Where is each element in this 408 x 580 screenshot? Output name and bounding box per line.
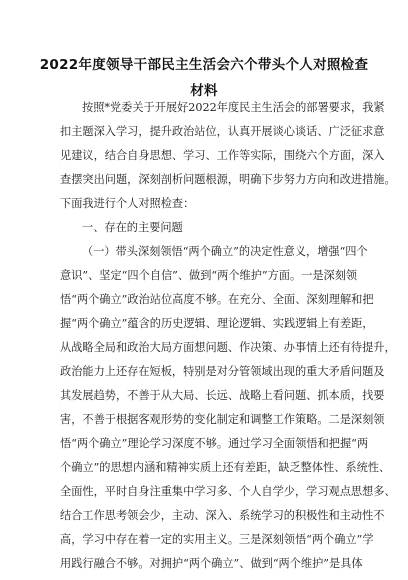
body-line: 见建议，结合自身思想、学习、工作等实际，围绕六个方面，深入 [60, 149, 385, 162]
body-line: 结合工作思考领会少，主动、深入、系统学习的积极性和主动性不 [60, 509, 385, 522]
body-line: 按照*党委关于开展好2022年度民主生活会的部署要求，我紧 [82, 101, 385, 114]
body-line: 意识”、坚定“四个自信”、做到“两个维护”方面。一是深刻领 [60, 269, 358, 282]
body-line: 个确立”的思想内涵和精神实质上还有差距，缺乏整体性、系统性、 [60, 461, 391, 474]
body-line: 政治能力上还存在短板，特别是对分管领域出现的重大矛盾问题及 [60, 365, 385, 378]
body-line: 全面性，平时自身注重集中学习多、个人自学少，学习观点思想多、 [60, 485, 396, 498]
body-line: （一）带头深刻领悟“两个确立”的决定性意义，增强“四个 [82, 245, 368, 258]
section-heading: 一、存在的主要问题 [82, 221, 183, 234]
body-line: 用践行融合不够。对拥护“两个确立”、做到“两个维护”是具体 [60, 557, 363, 570]
document-title-continued: 材料 [190, 83, 218, 99]
document-title: 2022年度领导干部民主生活会六个带头个人对照检查 [39, 57, 369, 73]
body-line: 下面我进行个人对照检查： [60, 197, 195, 210]
body-line: 握“两个确立”蕴含的历史逻辑、理论逻辑、实践逻辑上有差距， [60, 317, 374, 330]
body-line: 从战略全局和政治大局方面想问题、作决策、办事情上还有待提升， [60, 341, 396, 354]
body-line: 扣主题深入学习，提升政治站位，认真开展谈心谈话、广泛征求意 [60, 125, 385, 138]
body-line: 其发展趋势，不善于从大局、长远、战略上看问题、抓本质，找要 [60, 389, 385, 402]
body-line: 悟“两个确立”理论学习深度不够。通过学习全面领悟和把握“两 [60, 437, 369, 450]
body-line: 悟“两个确立”政治站位高度不够。在充分、全面、深刻理解和把 [60, 293, 374, 306]
body-line: 查摆突出问题，深刻剖析问题根源，明确下步努力方向和改进措施。 [60, 173, 396, 186]
body-line: 害，不善于根据客观形势的变化制定和调整工作策略。二是深刻领 [60, 413, 385, 426]
body-line: 高，学习中存在着一定的实用主义。三是深刻领悟“两个确立”学 [60, 533, 374, 546]
